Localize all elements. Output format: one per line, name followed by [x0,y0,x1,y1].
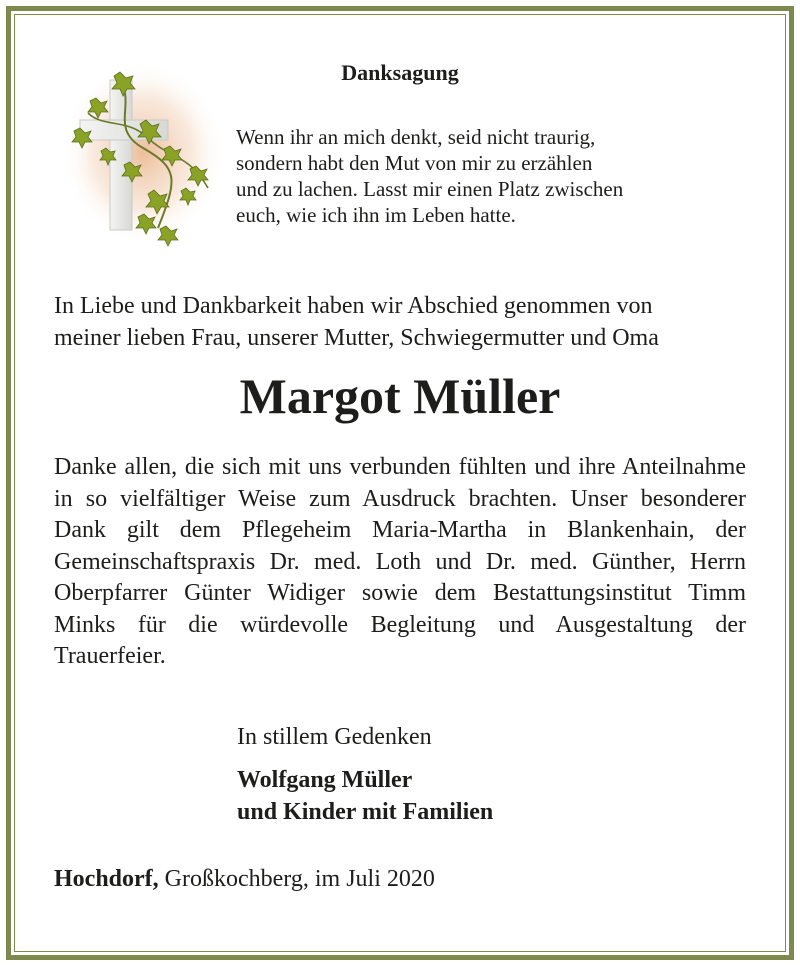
signers [237,764,657,828]
heading-danksagung: Danksagung [341,60,459,85]
intro-line: meiner lieben Frau, unserer Mutter, Schwiegermutter und Oma [54,325,659,351]
deceased-name: Margot Müller [239,368,561,424]
signer-line: und Kinder mit Familien [237,799,494,825]
place-and-date [54,864,754,894]
closing-phrase: In stillem Gedenken [237,724,432,750]
poem-line: und zu lachen. Lasst mir einen Platz zwischen [236,177,624,201]
thanks-paragraph: Danke allen, die sich mit uns verbunden fühlten und ihre Anteilnahme in so vielfältiger Weise zum Ausdruck brachten. Unser besonderer Dank gilt dem Pflegeheim Maria-Martha in Blankenhain, der Gemeinschaftspraxis Dr. med. Loth und Dr. med. Günther, Herrn Oberpfarrer Günter Widiger sowie dem Bestattungsinstitut Timm Minks für die würdevolle Begleitung und Ausgestaltung der Trauerfeier. [54,454,746,669]
intro-line: In Liebe und Dankbarkeit haben wir Abschied genommen von [54,293,653,319]
poem-line: euch, wie ich ihn im Leben hatte. [236,203,516,227]
cross-with-ivy-icon [58,58,228,248]
poem-line: Wenn ihr an mich denkt, seid nicht traurig, [236,125,596,149]
place-rest: Großkochberg, im Juli 2020 [158,866,435,892]
intro-text [54,290,754,354]
place-town: Hochdorf, [54,866,159,892]
poem-line: sondern habt den Mut von mir zu erzählen [236,151,593,175]
poem-verse [236,124,716,228]
signer-line: Wolfgang Müller [237,767,413,793]
